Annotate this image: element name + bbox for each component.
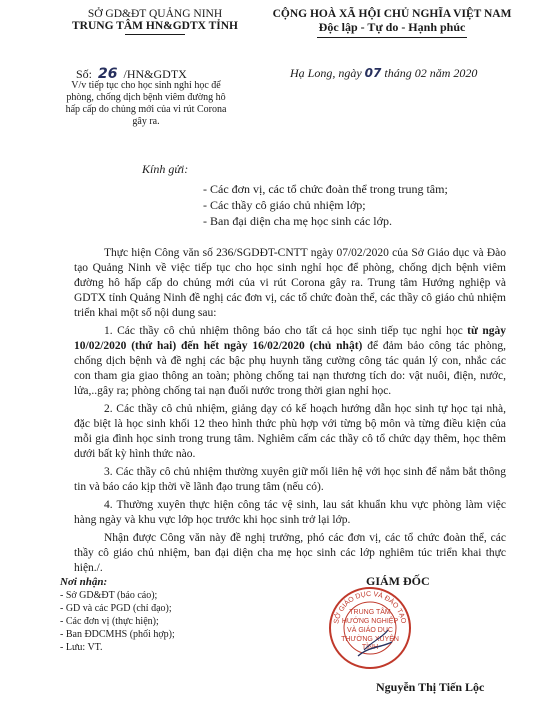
recipient-item: - Các đơn vị, các tổ chức đoàn thể trong trung tâm; [203, 182, 448, 196]
paragraph-4: 4. Thường xuyên thực hiện công tác vệ sinh, lau sát khuẩn khu vực phòng làm việc hàng ngày và khu vực lớp học trước khi học sinh trở lại lớp. [74, 499, 506, 526]
motto-underline [317, 37, 467, 38]
p1-text-b: để đảm bảo công tác phòng, chống dịch bệnh và đề nghị các bậc phụ huynh tăng cường công tác quản lý con, nhắc các con tham gia giao thông an toàn; phòng chống tai nạn thương tích do: vật nuôi, điện, nước, lửa,..gây ra; phòng chống tai nạn đuối nước trong thời gian nghỉ học. [74, 340, 506, 397]
official-seal [328, 586, 412, 670]
distribution-item: - Sở GD&ĐT (báo cáo); [60, 590, 158, 601]
intro-paragraph: Thực hiện Công văn số 236/SGDĐT-CNTT ngày 07/02/2020 của Sở Giáo dục và Đào tạo Quảng Ninh về việc tiếp tục cho học sinh nghỉ học để phòng, chống dịch bệnh viêm đường hô hấp cấp do chủng mới của vi rút Corona gây ra. Trung tâm Hướng nghiệp và GDTX tỉnh Quảng Ninh đề nghị các đơn vị, các tổ chức đoàn thể, các thầy cô giáo chủ nhiệm triển khai một số nội dung sau: [74, 247, 506, 319]
letter-body [74, 246, 506, 579]
salutation: Kính gửi: [142, 162, 189, 176]
distribution-item: - GD và các PGD (chỉ đạo); [60, 603, 172, 614]
closing-paragraph: Nhận được Công văn này đề nghị trưởng, phó các đơn vị, các tổ chức đoàn thể, các thầy cô giáo chủ nhiệm, ban đại diện cha mẹ học sinh các lớp nghiêm túc triển khai thực hiện./. [74, 532, 506, 574]
date-rest: tháng 02 năm 2020 [384, 66, 478, 80]
agency-line-2: TRUNG TÂM HN&GDTX TỈNH [71, 20, 239, 32]
recipient-item: - Ban đại diện cha mẹ học sinh các lớp. [203, 214, 392, 228]
doc-number-suffix: /HN&GDTX [123, 67, 187, 81]
agency-underline [125, 34, 185, 35]
distribution-item: - Lưu: VT. [60, 642, 103, 653]
issue-date [290, 66, 477, 81]
seal-ring-text: SỞ GIÁO DỤC VÀ ĐÀO TẠO [333, 590, 407, 625]
seal-line: HƯỚNG NGHIỆP [341, 618, 399, 625]
seal-line: VÀ GIÁO DỤC [347, 627, 393, 634]
recipient-item: - Các thầy cô giáo chủ nhiệm lớp; [203, 198, 366, 212]
issuing-agency [60, 8, 250, 35]
country-name: CỘNG HOÀ XÃ HỘI CHỦ NGHĨA VIỆT NAM [272, 8, 512, 20]
p1-bold-dates: từ ngày 10/02/2020 (thứ hai) đến hết ngày 16/02/2020 (chủ nhật) [74, 325, 506, 352]
distribution-item: - Các đơn vị (thực hiện); [60, 616, 159, 627]
doc-number-handwritten: 26 [98, 66, 118, 82]
seal-line: TRUNG TÂM [349, 609, 391, 616]
date-day-handwritten: 07 [364, 66, 382, 80]
signer-title: GIÁM ĐỐC [366, 574, 430, 588]
subject-line: V/v tiếp tục cho học sinh nghỉ học để phòng, chống dịch bệnh viêm đường hô hấp cấp do chủng mới của vi rút Corona gây ra. [65, 80, 227, 127]
recipient-list [203, 181, 448, 229]
seal-line: THƯỜNG XUYÊN [341, 636, 399, 643]
doc-number-label: Số: [76, 67, 93, 81]
paragraph-2: 2. Các thầy cô chủ nhiệm, giảng dạy có kế hoạch hướng dẫn học sinh tự học tại nhà, đặc biệt là học sinh khối 12 theo hình thức phù hợp với từng bộ môn và từng điều kiện của mỗi gia đình học sinh trong trung tâm. Nghiêm cấm các thầy cô tổ chức dạy thêm, học thêm dưới bất kỳ hình thức nào. [74, 403, 506, 460]
agency-line-1: SỞ GD&ĐT QUẢNG NINH [87, 8, 223, 20]
national-motto [262, 8, 522, 38]
signer-name: Nguyễn Thị Tiến Lộc [376, 680, 485, 694]
date-prefix: Hạ Long, ngày [290, 66, 362, 80]
distribution-title: Nơi nhận: [60, 576, 108, 588]
paragraph-1 [74, 324, 506, 399]
p1-text-a: 1. Các thầy cô chủ nhiệm thông báo cho tất cả học sinh tiếp tục nghỉ học [104, 325, 468, 337]
motto: Độc lập - Tự do - Hạnh phúc [318, 20, 466, 34]
seal-line: TỈNH [361, 644, 379, 651]
distribution-item: - Ban ĐDCMHS (phối hợp); [60, 629, 175, 640]
paragraph-3: 3. Các thầy cô chủ nhiệm thường xuyên giữ mối liên hệ với học sinh để nắm bắt thông tin và báo cáo kịp thời về lãnh đạo trung tâm (nếu có). [74, 466, 506, 493]
distribution-list [60, 576, 175, 654]
seal-graphic [328, 586, 412, 670]
